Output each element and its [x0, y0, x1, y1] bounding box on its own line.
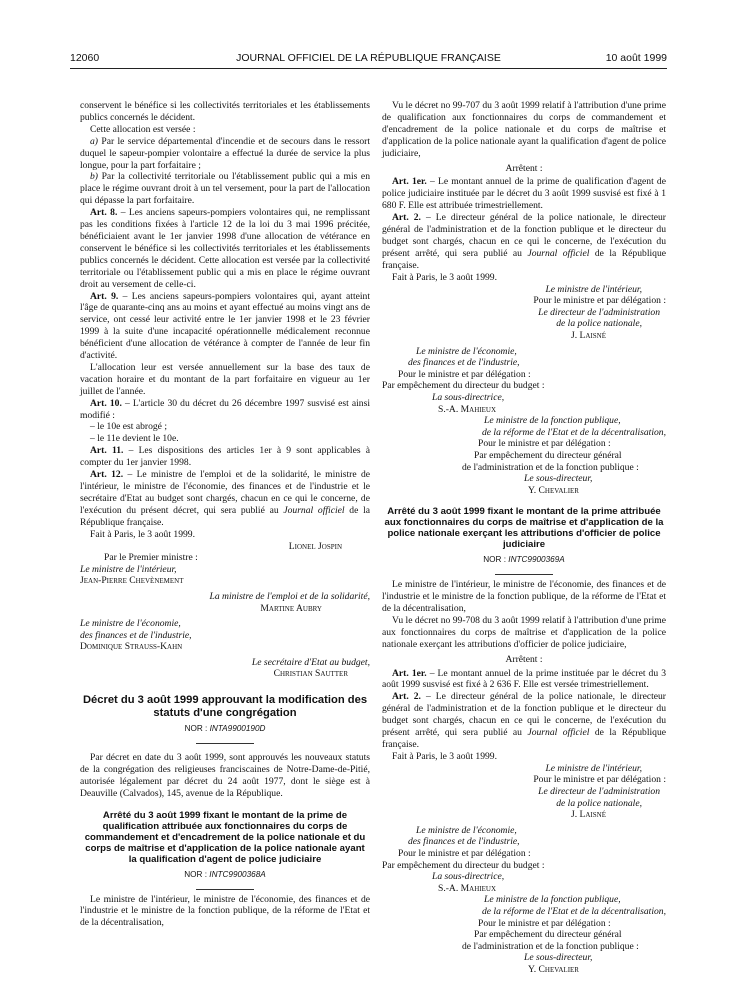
- paragraph: Le ministre de l'intérieur, le ministre de l'économie, des finances et de l'industrie et le ministre de la fonction publique, de la réforme de l'Etat et de la décentralisation,: [382, 579, 666, 614]
- signatory-title: La sous-directrice,: [432, 871, 505, 883]
- arretent-heading: Arrêtent :: [505, 653, 543, 665]
- signatory-title: Le directeur de l'administration: [538, 785, 660, 797]
- journal-title: JOURNAL OFFICIEL DE LA RÉPUBLIQUE FRANÇAISE: [236, 52, 501, 64]
- signatory-name: Dominique Strauss-Kahn: [80, 641, 183, 653]
- nor-reference: [382, 554, 666, 566]
- article-1: [382, 176, 666, 212]
- signatory-title: Le ministre de l'intérieur,: [80, 563, 177, 575]
- article-label: Art. 8.: [90, 207, 118, 219]
- article-label: Art. 12.: [90, 469, 124, 481]
- page-number: 12060: [70, 52, 100, 64]
- signatory-title: Le ministre de la fonction publique,: [484, 415, 621, 427]
- paragraph: Cette allocation est versée :: [90, 123, 196, 135]
- list-marker: a): [90, 135, 98, 147]
- signature-block: [382, 763, 666, 976]
- delegation-line: Par empêchement du directeur général: [474, 449, 622, 461]
- arretent-heading: Arrêtent :: [505, 162, 543, 174]
- signature-block: [80, 541, 370, 681]
- article-label: Art. 1er.: [392, 176, 427, 188]
- article-2: [382, 691, 666, 751]
- journal-reference: Journal officiel: [527, 727, 590, 739]
- signatory-title: Le ministre de l'économie,: [416, 345, 517, 357]
- signatory-title: Le secrétaire d'Etat au budget,: [251, 656, 370, 668]
- issue-date: 10 août 1999: [605, 52, 667, 64]
- nor-reference: [80, 869, 370, 881]
- article-text: – Les anciens sapeurs-pompiers volontaires qui, ayant atteint l'âge de quarante-cinq ans au moins et ayant effectué au moins vingt ans de service, ont cessé leur activité entre le 1er janvier 1998 et le 23 février 1999 à la suite d'une incapacité opérationnelle médicalement reconnue bénéficient d'une allocation de vétérance à compter de l'année de leur fin d'activité.: [80, 290, 371, 362]
- signatory-title: La ministre de l'emploi et de la solidarité,: [209, 590, 370, 602]
- list-item: – le 11e devient le 10e.: [90, 433, 179, 445]
- nor-label: NOR :: [184, 869, 210, 879]
- paragraph: [80, 171, 370, 207]
- journal-reference: Journal officiel: [527, 247, 590, 259]
- delegation-line: Pour le ministre et par délégation :: [478, 438, 611, 450]
- nor-code: INTA9900190D: [209, 724, 266, 734]
- nor-label: NOR :: [483, 555, 509, 565]
- signatory-title: des finances et de l'industrie,: [80, 629, 192, 641]
- article-text: – Les anciens sapeurs-pompiers volontaires qui, ne remplissant pas les conditions fixées à l'article 12 de la loi du 3 mai 1996 précitée, bénéficiaient avant le 1er janvier 1998 d'une allocation de vétérance en conservent le bénéfice si les collectivités territoriales et les établissements publics concernés le décident. Cette allocation est versée par la collectivité territoriale ou l'établissement public qui a mis en place le régime ouvrant droit au versement de celle-ci.: [80, 207, 370, 290]
- signatory-name: Lionel Jospin: [288, 540, 342, 552]
- article-12: [80, 469, 370, 529]
- paragraph: Vu le décret no 99-708 du 3 août 1999 relatif à l'attribution d'une prime aux fonctionnaires du corps de maîtrise et d'application de la police nationale exerçant les attributions d'officier de police judiciaire,: [382, 614, 666, 650]
- signatory-title: Le directeur de l'administration: [538, 306, 660, 318]
- delegation-line: Pour le ministre et par délégation :: [398, 368, 531, 380]
- paragraph: Le ministre de l'intérieur, le ministre de l'économie, des finances et de l'industrie et le ministre de la fonction publique, de la réforme de l'Etat et de la décentralisation,: [80, 893, 370, 929]
- signatory-title: Le ministre de la fonction publique,: [484, 894, 621, 906]
- header-rule: [70, 68, 667, 69]
- nor-label: NOR :: [184, 724, 210, 734]
- signature-date: Fait à Paris, le 3 août 1999.: [392, 750, 497, 762]
- signature-block: [382, 284, 666, 497]
- signatory-title: des finances et de l'industrie,: [408, 357, 520, 369]
- signatory-name: Jean-Pierre Chevènement: [80, 575, 184, 587]
- journal-reference: Journal officiel: [283, 504, 345, 516]
- delegation-line: Pour le ministre et par délégation :: [398, 847, 531, 859]
- section-separator: [196, 889, 254, 890]
- signatory-title: de la réforme de l'Etat et de la décentralisation,: [481, 426, 666, 438]
- signature-date: Fait à Paris, le 3 août 1999.: [392, 271, 497, 283]
- signatory-name: S.-A. Mahieux: [438, 882, 497, 894]
- article-text: – L'article 30 du décret du 26 décembre 1997 susvisé est ainsi modifié :: [80, 397, 370, 421]
- paragraph: [80, 136, 370, 172]
- delegation-line: de l'administration et de la fonction publique :: [462, 940, 639, 952]
- signatory-title: Le sous-directeur,: [524, 952, 593, 964]
- arrete-title: Arrêté du 3 août 1999 fixant le montant de la prime de qualification attribuée aux fonctionnaires du corps de commandement et d'encadrement de la police nationale et du corps de maîtrise et d'application de la police nationale ayant la qualification d'agent de police judiciaire: [84, 809, 366, 865]
- signatory-title: des finances et de l'industrie,: [408, 836, 520, 848]
- paragraph-text: Par le service départemental d'incendie et de secours dans le ressort duquel le sapeur-pompier volontaire a effectué la durée de service la plus longue, pour la part forfaitaire ;: [80, 135, 370, 171]
- article-text: – Les dispositions des articles 1er à 9 sont applicables à compter du 1er janvier 1998.: [80, 445, 371, 469]
- delegation-line: Par empêchement du directeur du budget :: [382, 380, 545, 392]
- signatory-title: Le ministre de l'économie,: [416, 824, 517, 836]
- delegation-line: Par empêchement du directeur du budget :: [382, 859, 545, 871]
- article-text: de la République française.: [382, 247, 667, 271]
- signatory-name: Christian Sautter: [273, 668, 348, 680]
- left-column: [80, 100, 370, 929]
- article-text: – Le directeur général de la police nationale, le directeur général de l'administration et de la fonction publique et le directeur du budget sont chargés, chacun en ce qui le concerne, de l'exécution du présent arrêté, qui sera publié au: [382, 691, 667, 739]
- article-label: Art. 11.: [90, 445, 124, 457]
- paragraph: Par décret en date du 3 août 1999, sont approuvés les nouveaux statuts de la congrégation des religieuses franciscaines de Notre-Dame-de-Pitié, autorisée légalement par décret du 24 août 1977, dont le siège est à Deauville (Calvados), 145, avenue de la République.: [80, 751, 370, 799]
- article-2: [382, 212, 666, 272]
- decree-title: Décret du 3 août 1999 approuvant la modification des statuts d'une congrégation: [82, 694, 368, 719]
- signatory-name: J. Laisné: [570, 809, 606, 821]
- paragraph: conservent le bénéfice si les collectivités territoriales et les établissements publics concernés le décident.: [80, 100, 370, 123]
- signatory-title: La sous-directrice,: [432, 391, 505, 403]
- arrete-title: Arrêté du 3 août 1999 fixant le montant de la prime attribuée aux fonctionnaires du corps de maîtrise et d'application de la police nationale exerçant les attributions d'officier de police judiciaire: [384, 506, 664, 551]
- article-text: – Le montant annuel de la prime instituée par le décret du 3 août 1999 susvisé est fixé à 2 636 F. Elle est versée trimestriellement.: [382, 667, 666, 691]
- article-label: Art. 2.: [392, 212, 421, 224]
- signatory-title: Le ministre de l'intérieur,: [545, 762, 642, 774]
- article-text: – Le montant annuel de la prime de qualification d'agent de police judiciaire instituée par le décret du 3 août 1999 susvisé est fixé à 1 680 F. Elle est attribuée trimestriellement.: [382, 176, 666, 212]
- right-column: [382, 100, 666, 975]
- signatory-title: de la police nationale,: [556, 318, 642, 330]
- nor-reference: [80, 723, 370, 735]
- signatory-title: Le ministre de l'intérieur,: [545, 283, 642, 295]
- article-text: de la République française.: [382, 727, 667, 750]
- article-1: [382, 668, 666, 692]
- delegation-line: Par empêchement du directeur général: [474, 929, 622, 941]
- article-9: [80, 291, 370, 362]
- signatory-name: Martine Aubry: [260, 602, 322, 614]
- article-8: [80, 207, 370, 290]
- section-separator: [196, 743, 254, 744]
- delegation-line: Par le Premier ministre :: [104, 552, 198, 564]
- paragraph-text: Par la collectivité territoriale ou l'établissement public qui a mis en place le régime ouvrant droit à un tel versement, pour la part de l'allocation qui dépasse la part forfaitaire.: [80, 171, 370, 207]
- article-label: Art. 9.: [90, 290, 119, 302]
- list-item: – le 10e est abrogé ;: [90, 421, 167, 433]
- section-separator: [495, 574, 553, 575]
- delegation-line: de l'administration et de la fonction publique :: [462, 461, 639, 473]
- article-label: Art. 2.: [392, 691, 421, 703]
- delegation-line: Pour le ministre et par délégation :: [478, 917, 611, 929]
- article-10: [80, 398, 370, 422]
- list-marker: b): [90, 171, 98, 183]
- article-label: Art. 1er.: [392, 667, 427, 679]
- signatory-title: de la police nationale,: [556, 797, 642, 809]
- article-11: [80, 445, 370, 469]
- signatory-title: Le ministre de l'économie,: [80, 618, 181, 630]
- signatory-name: S.-A. Mahieux: [438, 403, 497, 415]
- paragraph: Vu le décret no 99-707 du 3 août 1999 relatif à l'attribution d'une prime de qualification aux fonctionnaires du corps de commandement et d'encadrement de la police nationale et du corps de maîtrise et d'application de la police nationale ayant la qualification d'agent de police judiciaire,: [382, 100, 666, 159]
- delegation-line: Pour le ministre et par délégation :: [533, 295, 666, 307]
- signatory-name: Y. Chevalier: [528, 963, 579, 975]
- nor-code: INTC9900369A: [508, 555, 565, 565]
- signatory-title: de la réforme de l'Etat et de la décentralisation,: [481, 905, 666, 917]
- nor-code: INTC9900368A: [209, 869, 266, 879]
- article-label: Art. 10.: [90, 397, 122, 409]
- article-text: – Le directeur général de la police nationale, le directeur général de l'administration et de la fonction publique et le directeur du budget sont chargés, chacun en ce qui le concerne, de l'exécution du présent arrêté, qui sera publié au: [382, 212, 667, 259]
- article-text: de la République française.: [80, 504, 370, 528]
- signature-date: Fait à Paris, le 3 août 1999.: [90, 528, 195, 540]
- signatory-title: Le sous-directeur,: [524, 473, 593, 485]
- signatory-name: Y. Chevalier: [528, 484, 579, 496]
- paragraph: L'allocation leur est versée annuellement sur la base des taux de vacation horaire et du montant de la part forfaitaire en vigueur au 1er juillet de l'année.: [80, 361, 370, 397]
- delegation-line: Pour le ministre et par délégation :: [533, 774, 666, 786]
- article-text: – Le ministre de l'emploi et de la solidarité, le ministre de l'intérieur, le ministre de l'économie, des finances et de l'industrie et le secrétaire d'Etat au budget sont chargés, chacun en ce qui le concerne, de l'exécution du présent décret, qui sera publié au: [80, 469, 370, 516]
- signatory-name: J. Laisné: [570, 329, 606, 341]
